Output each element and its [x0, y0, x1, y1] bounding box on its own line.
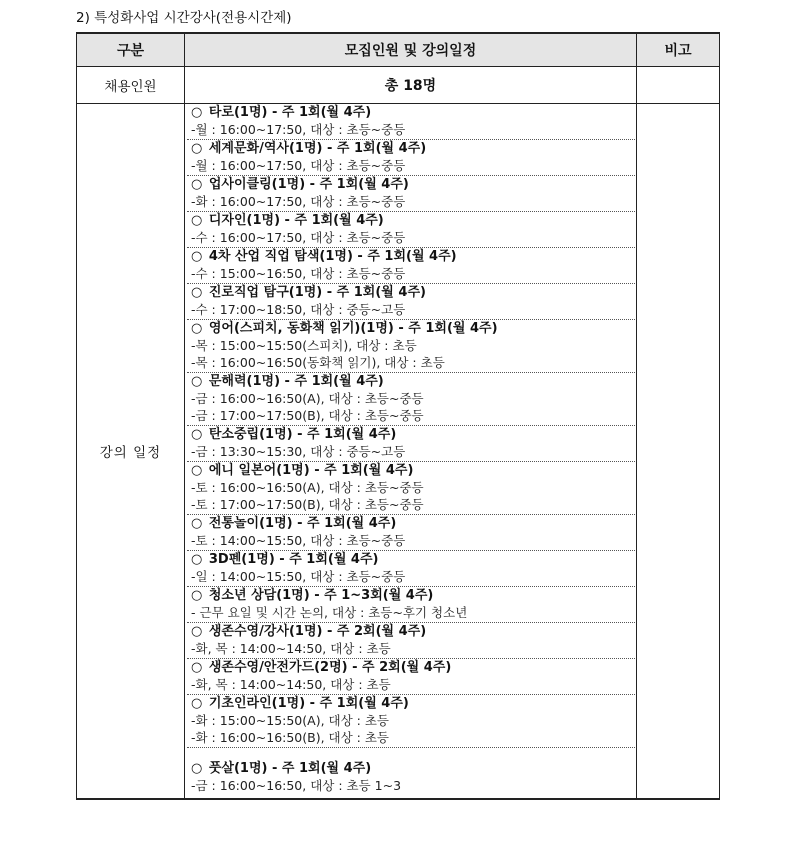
schedule-item-title: 4차 산업 직업 탐색(1명) - 주 1회(월 4주): [208, 249, 457, 264]
schedule-item-title: 타로(1명) - 주 1회(월 4주): [208, 105, 372, 120]
schedule-item: [187, 140, 635, 176]
schedule-item-detail: -토 : 17:00~17:50(B), 대상 : 초등~중등: [191, 497, 424, 512]
schedule-item: [187, 659, 635, 695]
schedule-item-title: 청소년 상담(1명) - 주 1~3회(월 4주): [208, 588, 434, 603]
schedule-item-detail: -수 : 17:00~18:50, 대상 : 중등~고등: [191, 302, 406, 317]
header-recruit-schedule: 모집인원 및 강의일정: [185, 33, 637, 67]
schedule-item-title-row: [191, 176, 632, 193]
header-remarks: 비고: [637, 33, 720, 67]
hire-row: [77, 67, 720, 104]
schedule-item-title: 풋살(1명) - 주 1회(월 4주): [208, 761, 372, 776]
schedule-item-detail: -일 : 14:00~15:50, 대상 : 초등~중등: [191, 569, 406, 584]
schedule-item: [187, 695, 635, 748]
bullet-circle: ○: [191, 105, 203, 120]
schedule-item-detail: -금 : 17:00~17:50(B), 대상 : 초등~중등: [191, 408, 424, 423]
schedule-item-title-row: [191, 248, 632, 265]
schedule-item-title-row: [191, 695, 632, 712]
schedule-item-detail: -월 : 16:00~17:50, 대상 : 초등~중등: [191, 158, 406, 173]
bullet-circle: ○: [191, 761, 203, 776]
schedule-item-detail: -화 : 16:00~17:50, 대상 : 초등~중등: [191, 194, 406, 209]
header-row: [77, 33, 720, 67]
schedule-item-detail: -화 : 15:00~15:50(A), 대상 : 초등: [191, 713, 389, 728]
bullet-circle: ○: [191, 427, 203, 442]
bullet-circle: ○: [191, 249, 203, 264]
schedule-item-detail: -금 : 16:00~16:50(A), 대상 : 초등~중등: [191, 391, 424, 406]
bullet-circle: ○: [191, 516, 203, 531]
schedule-item-detail: -화, 목 : 14:00~14:50, 대상 : 초등: [191, 677, 391, 692]
schedule-item-detail: -수 : 16:00~17:50, 대상 : 초등~중등: [191, 230, 406, 245]
bullet-circle: ○: [191, 624, 203, 639]
schedule-item-title: 기초인라인(1명) - 주 1회(월 4주): [208, 696, 409, 711]
schedule-item: [187, 373, 635, 426]
schedule-item: [187, 462, 635, 515]
schedule-label: 강의 일정: [77, 104, 185, 800]
schedule-item-detail: -토 : 14:00~15:50, 대상 : 초등~중등: [191, 533, 406, 548]
header-category: 구분: [77, 33, 185, 67]
schedule-item-detail: - 근무 요일 및 시간 논의, 대상 : 초등~후기 청소년: [191, 605, 468, 620]
schedule-remarks: [637, 104, 720, 800]
schedule-item-detail: -금 : 13:30~15:30, 대상 : 중등~고등: [191, 444, 406, 459]
bullet-circle: ○: [191, 285, 203, 300]
schedule-item-title-row: [191, 426, 632, 443]
bullet-circle: ○: [191, 552, 203, 567]
schedule-item-detail: -수 : 15:00~16:50, 대상 : 초등~중등: [191, 266, 406, 281]
bullet-circle: ○: [191, 660, 203, 675]
bullet-circle: ○: [191, 696, 203, 711]
schedule-item-detail: -금 : 16:00~16:50, 대상 : 초등 1~3: [191, 778, 402, 793]
schedule-item-title: 에니 일본어(1명) - 주 1회(월 4주): [208, 463, 414, 478]
schedule-item-title-row: [191, 104, 632, 121]
schedule-item-detail: -목 : 15:00~15:50(스피치), 대상 : 초등: [191, 338, 417, 353]
schedule-item-detail: -화, 목 : 14:00~14:50, 대상 : 초등: [191, 641, 391, 656]
schedule-item: [187, 623, 635, 659]
schedule-item: [187, 515, 635, 551]
schedule-item-title-row: [191, 515, 632, 532]
bullet-circle: ○: [191, 321, 203, 336]
schedule-item-title-row: [191, 659, 632, 676]
bullet-circle: ○: [191, 141, 203, 156]
schedule-item-title: 생존수영/안전가드(2명) - 주 2회(월 4주): [208, 660, 452, 675]
hire-label: 채용인원: [77, 67, 185, 104]
recruitment-table: [76, 32, 720, 800]
schedule-item-title-row: [191, 373, 632, 390]
schedule-item-title-row: [191, 320, 632, 337]
schedule-item-detail: -화 : 16:00~16:50(B), 대상 : 초등: [191, 730, 389, 745]
schedule-item: [187, 551, 635, 587]
schedule-item: [187, 748, 635, 798]
schedule-item-title-row: [191, 587, 632, 604]
schedule-item-detail: -토 : 16:00~16:50(A), 대상 : 초등~중등: [191, 480, 424, 495]
schedule-item: [187, 426, 635, 462]
schedule-item-title: 탄소중립(1명) - 주 1회(월 4주): [208, 427, 397, 442]
bullet-circle: ○: [191, 177, 203, 192]
schedule-item: [187, 104, 635, 140]
bullet-circle: ○: [191, 463, 203, 478]
schedule-item-title-row: [191, 623, 632, 640]
schedule-item-title-row: [191, 140, 632, 157]
schedule-item: [187, 248, 635, 284]
schedule-item-title: 업사이클링(1명) - 주 1회(월 4주): [208, 177, 409, 192]
schedule-item-title: 3D펜(1명) - 주 1회(월 4주): [208, 552, 379, 567]
schedule-item-title: 영어(스피치, 동화책 읽기)(1명) - 주 1회(월 4주): [208, 321, 498, 336]
schedule-item-title-row: [191, 212, 632, 229]
schedule-item-title: 생존수영/강사(1명) - 주 2회(월 4주): [208, 624, 427, 639]
schedule-item: [187, 320, 635, 373]
schedule-item-title: 세계문화/역사(1명) - 주 1회(월 4주): [208, 141, 427, 156]
schedule-item-detail: -월 : 16:00~17:50, 대상 : 초등~중등: [191, 122, 406, 137]
schedule-item-title-row: [191, 551, 632, 568]
schedule-list: [185, 104, 637, 800]
schedule-item-title: 디자인(1명) - 주 1회(월 4주): [208, 213, 384, 228]
schedule-item-detail: -목 : 16:00~16:50(동화책 읽기), 대상 : 초등: [191, 355, 445, 370]
bullet-circle: ○: [191, 374, 203, 389]
section-heading: 2) 특성화사업 시간강사(전용시간제): [76, 10, 292, 26]
schedule-item: [187, 587, 635, 623]
schedule-item-title: 전통놀이(1명) - 주 1회(월 4주): [208, 516, 397, 531]
schedule-row: [77, 104, 720, 800]
schedule-item: [187, 212, 635, 248]
hire-remarks: [637, 67, 720, 104]
schedule-item: [187, 176, 635, 212]
schedule-item: [187, 284, 635, 320]
bullet-circle: ○: [191, 213, 203, 228]
schedule-item-title-row: [191, 462, 632, 479]
schedule-item-title: 진로직업 탐구(1명) - 주 1회(월 4주): [208, 285, 426, 300]
hire-total: 총 18명: [185, 67, 637, 104]
schedule-item-title-row: [191, 760, 632, 777]
bullet-circle: ○: [191, 588, 203, 603]
schedule-item-title-row: [191, 284, 632, 301]
schedule-item-title: 문해력(1명) - 주 1회(월 4주): [208, 374, 384, 389]
